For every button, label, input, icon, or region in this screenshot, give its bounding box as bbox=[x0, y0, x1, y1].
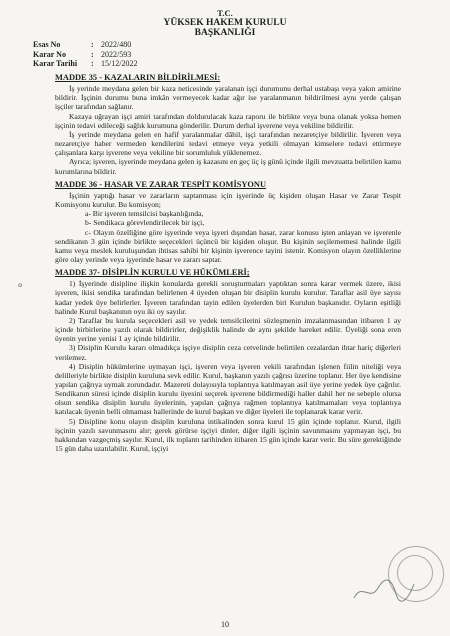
karar-row bbox=[33, 50, 137, 60]
page-number: 10 bbox=[221, 620, 229, 629]
signature-icon bbox=[352, 578, 416, 604]
esas-value: 2022/480 bbox=[101, 40, 132, 49]
document-body bbox=[55, 73, 401, 453]
madde37-paragraph-5: 5) Disipline konu olayın disiplin kuruluna intikalinden sonra kurul 15 gün içinde toplanır. Kurul, ilgili işçinin yazılı savunmasını alır; gerek görürse işçiyi dinler, diğer ilgili işçinin savunmasını yapmayan işçi, bu hakkından vazgeçmiş sayılır. Kurul, ilk toplantı tarihinden itibaren 15 gün içinde karar verir. Bu süre gerektiğinde 15 gün daha uzatılabilir. Kurul, işçiyi bbox=[55, 416, 401, 454]
tarih-label: Karar Tarihi bbox=[33, 59, 78, 69]
madde36-item-c: c- Olayın özelliğine göre işyerinde veya işyeri dışından hasar, zarar konusu işten anlayan ve işverenle sendikanın 3 gün içinde birlikte seçecekleri üçüncü bir kişiden oluşur. Bu kişinin seçilememesi halinde ilgili kamu veya meslek kuruluşundan ihtisas sahibi bir kişinin işverence tayini istenir. Komisyon olayın özelliklerine göre olay yerinde veya işyerinde hasar ve zararı saptar. bbox=[55, 227, 401, 264]
header-department: BAŞKANLIĞI bbox=[194, 28, 256, 38]
karar-label: Karar No bbox=[33, 49, 66, 59]
margin-mark: ℴ bbox=[18, 279, 23, 289]
esas-label: Esas No bbox=[33, 40, 61, 49]
tarih-row bbox=[33, 59, 137, 69]
madde36-paragraph-1: İşçinin yaptığı hasar ve zararların saptanması için işyerinde üç kişiden oluşan Hasar ve Zarar Tespit Komisyonu kurulur. Bu komisyon; bbox=[55, 190, 401, 210]
madde35-paragraph-1: İş yerinde meydana gelen bir kaza neticesinde yaralanan işçi durumunu derhal ustabaşı veya yakın amirine bildirir. İşçinin durumu buna imkân vermeyecek kadar ağır ise yaralanmanın bildirilmesi aynı yerde çalışan işçiler tarafından sağlanır. bbox=[55, 84, 401, 112]
tarih-colon: : bbox=[91, 59, 94, 69]
madde36-item-b: b- Sendikaca görevlendirilecek bir işçi, bbox=[85, 218, 205, 228]
madde37-paragraph-4: 4) Disiplin hükümlerine uymayan işçi, işveren veya işveren vekili tarafından işlenen fiilin niteliği veya delilleriyle birlikte disiplin kuruluna sevk edilir. Kurul, başkanın yazılı çağrısı üzerine toplanır. Her üye kendisine yapılan çağrıya uymak zorundadır. Mazereti dolayısıyla toplantıya katılmayan asil üye yerine yedek üye çağrılır. Sendikanın süresi içinde disiplin kurulu üyesini seçerek işverene bildirmediği haller dahil her ne sebeple olursa olsun sendika disiplin kurulu üyelerinin, yapılan çağrıya rağmen toplantıya katılmamaları veya toplantıya katılacak üyenin belli olmaması hallerinde de kurul başkan ve diğer üyeleri ile toplanarak karar verir. bbox=[55, 361, 401, 417]
madde37-paragraph-3: 3) Disiplin Kurulu kararı olmadıkça işçiye disiplin ceza cetvelinde belirtilen cezalardan ihtar hariç diğerleri verilemez. bbox=[55, 343, 401, 362]
header-institution: YÜKSEK HAKEM KURULU bbox=[163, 18, 287, 28]
madde35-paragraph-3: İş yerinde meydana gelen en hafif yaralanmalar dâhil, işçi tarafından nezaretçiye bildirilir. İşveren veya nezaretçiye haber vermeden kendilerini tedavi etmeye veya yetkili olmayan kimselere tedavi ettirmeye çalışanlara karşı işverene veya vekiline bir sorumluluk yüklenemez. bbox=[55, 129, 401, 158]
document-header bbox=[0, 8, 450, 38]
tarih-value: 15/12/2022 bbox=[101, 59, 138, 69]
case-metadata bbox=[33, 40, 137, 69]
header-tc: T.C. bbox=[217, 8, 233, 18]
madde37-paragraph-1: 1) İşyerinde disipline ilişkin konularda gerekli soruşturmaları yaptıktan sonra karar vermek üzere, ikisi işveren, ikisi sendika tarafından belirlenen 4 üyeden oluşan bir disiplin kurulu kurulur. Taraflar asil üye sayısı kadar yedek üye belirlerler. İşveren tarafından tayin edilen üyelerden biri Kurulun başkanıdır. Oyların eşitliği halinde Kurul başkanının oyu iki oy sayılır. bbox=[55, 279, 401, 316]
karar-colon: : bbox=[91, 49, 94, 59]
madde37-paragraph-2: 2) Taraflar bu kurula seçecekleri asil ve yedek temsilcilerini sözleşmenin imzalanmasından itibaren 1 ay içinde birbirlerine yazılı olarak bildirirler, değişiklik halinde de aynı şekilde hareket edilir. Üyeliği sona eren üyenin yerine yenisi 1 ay içinde bildirilir. bbox=[55, 315, 401, 344]
karar-value: 2022/593 bbox=[101, 49, 132, 59]
madde35-paragraph-4: Ayrıca; işveren, işyerinde meydana gelen iş kazasını en geç üç iş günü içinde ilgili mevzuatta belirtilen kamu kurumlarına bildirir. bbox=[55, 157, 401, 176]
madde36-heading: MADDE 36 - HASAR VE ZARAR TESPİT KOMİSYONU bbox=[55, 179, 267, 189]
madde36-item-a: a- Bir işveren temsilcisi başkanlığında, bbox=[85, 209, 204, 219]
madde35-paragraph-2: Kazaya uğrayan işçi amiri tarafından doldurulacak kaza raporu ile birlikte veya buna olanak yoksa hemen işçinin tedavi edileceği sağlık kurumuna gönderilir. Durum derhal işverene veya vekiline bildirilir. bbox=[55, 111, 401, 130]
esas-colon: : bbox=[91, 40, 94, 49]
madde35-heading: MADDE 35 - KAZALARIN BİLDİRİLMESİ: bbox=[55, 73, 221, 82]
esas-row bbox=[33, 40, 137, 50]
madde37-heading: MADDE 37- DİSİPLİN KURULU VE HÜKÜMLERİ; bbox=[55, 268, 250, 278]
